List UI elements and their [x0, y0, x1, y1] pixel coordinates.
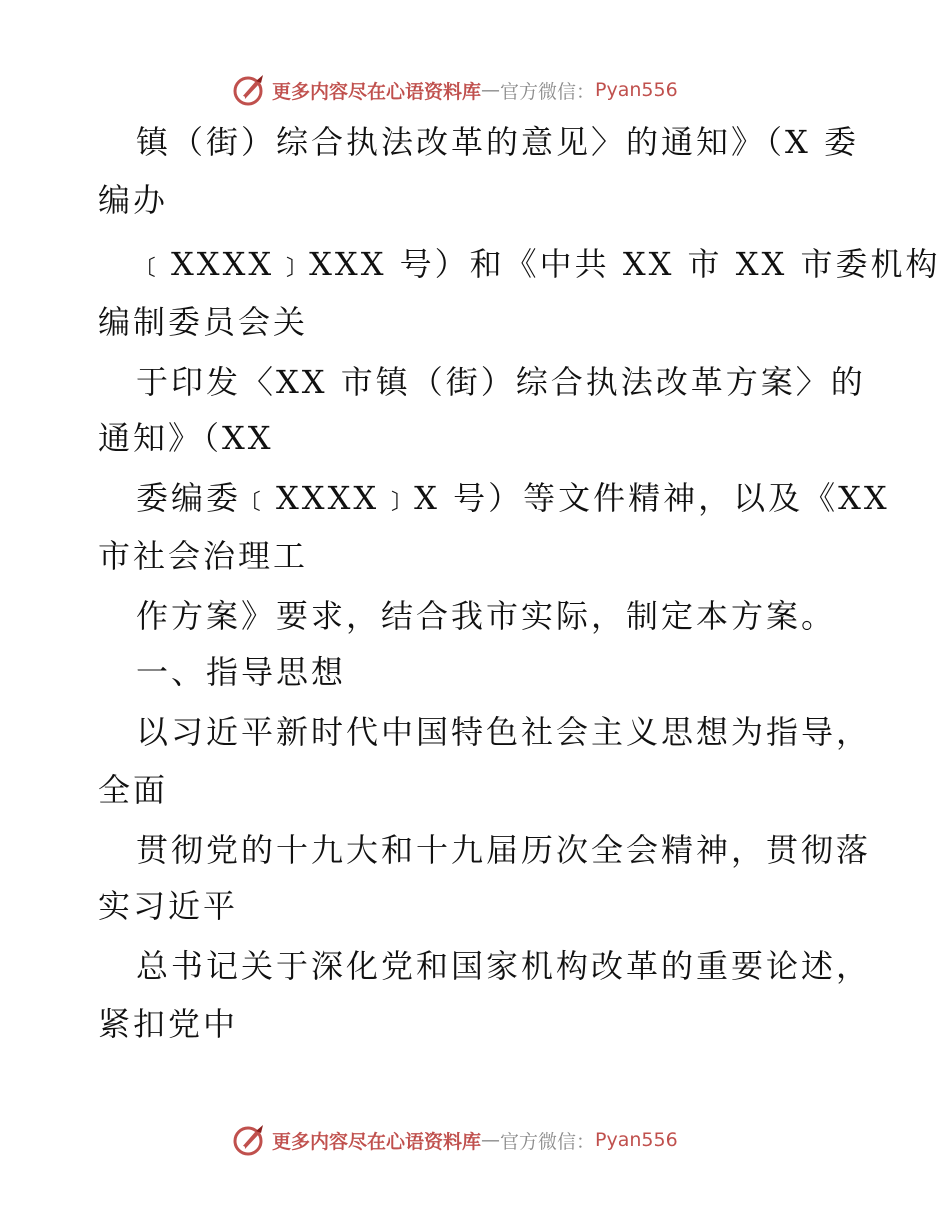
header-watermark-text: 更多内容尽在心语资料库 [272, 80, 482, 103]
body-line: 委编委﹝XXXX﹞X 号）等文件精神，以及《XX [136, 479, 890, 517]
footer-watermark-text: 更多内容尽在心语资料库 [272, 1130, 482, 1153]
header-watermark-dash: — [481, 79, 501, 101]
header-watermark-id: Pyan556 [595, 79, 678, 101]
footer-watermark-dash: — [481, 1129, 501, 1151]
body-line: 镇（街）综合执法改革的意见〉的通知》（X 委 [136, 123, 859, 161]
quill-logo-icon [232, 73, 266, 107]
body-line: 市社会治理工 [98, 537, 309, 575]
body-line: ﹝XXXX﹞XXX 号）和《中共 XX 市 XX 市委机构 [136, 245, 941, 283]
header-watermark-label: 官方微信： [500, 80, 596, 103]
body-line: 贯彻党的十九大和十九届历次全会精神，贯彻落 [136, 831, 872, 869]
body-line: 实习近平 [98, 887, 239, 925]
body-line: 通知》（XX [98, 419, 274, 457]
body-line: 作方案》要求，结合我市实际，制定本方案。 [136, 597, 837, 635]
footer-watermark-label: 官方微信： [500, 1130, 596, 1153]
body-line: 以习近平新时代中国特色社会主义思想为指导， [136, 713, 872, 751]
header-watermark [232, 70, 678, 110]
quill-logo-icon [232, 1123, 266, 1157]
footer-watermark-id: Pyan556 [595, 1129, 678, 1151]
body-line: 编办 [98, 181, 169, 219]
body-line: 编制委员会关 [98, 303, 309, 341]
body-line: 于印发〈XX 市镇（街）综合执法改革方案〉的 [136, 363, 866, 401]
body-line: 总书记关于深化党和国家机构改革的重要论述， [136, 947, 872, 985]
body-line: 紧扣党中 [98, 1005, 239, 1043]
body-line: 全面 [98, 771, 169, 809]
section-heading: 一、指导思想 [136, 653, 347, 691]
footer-watermark [232, 1120, 678, 1160]
